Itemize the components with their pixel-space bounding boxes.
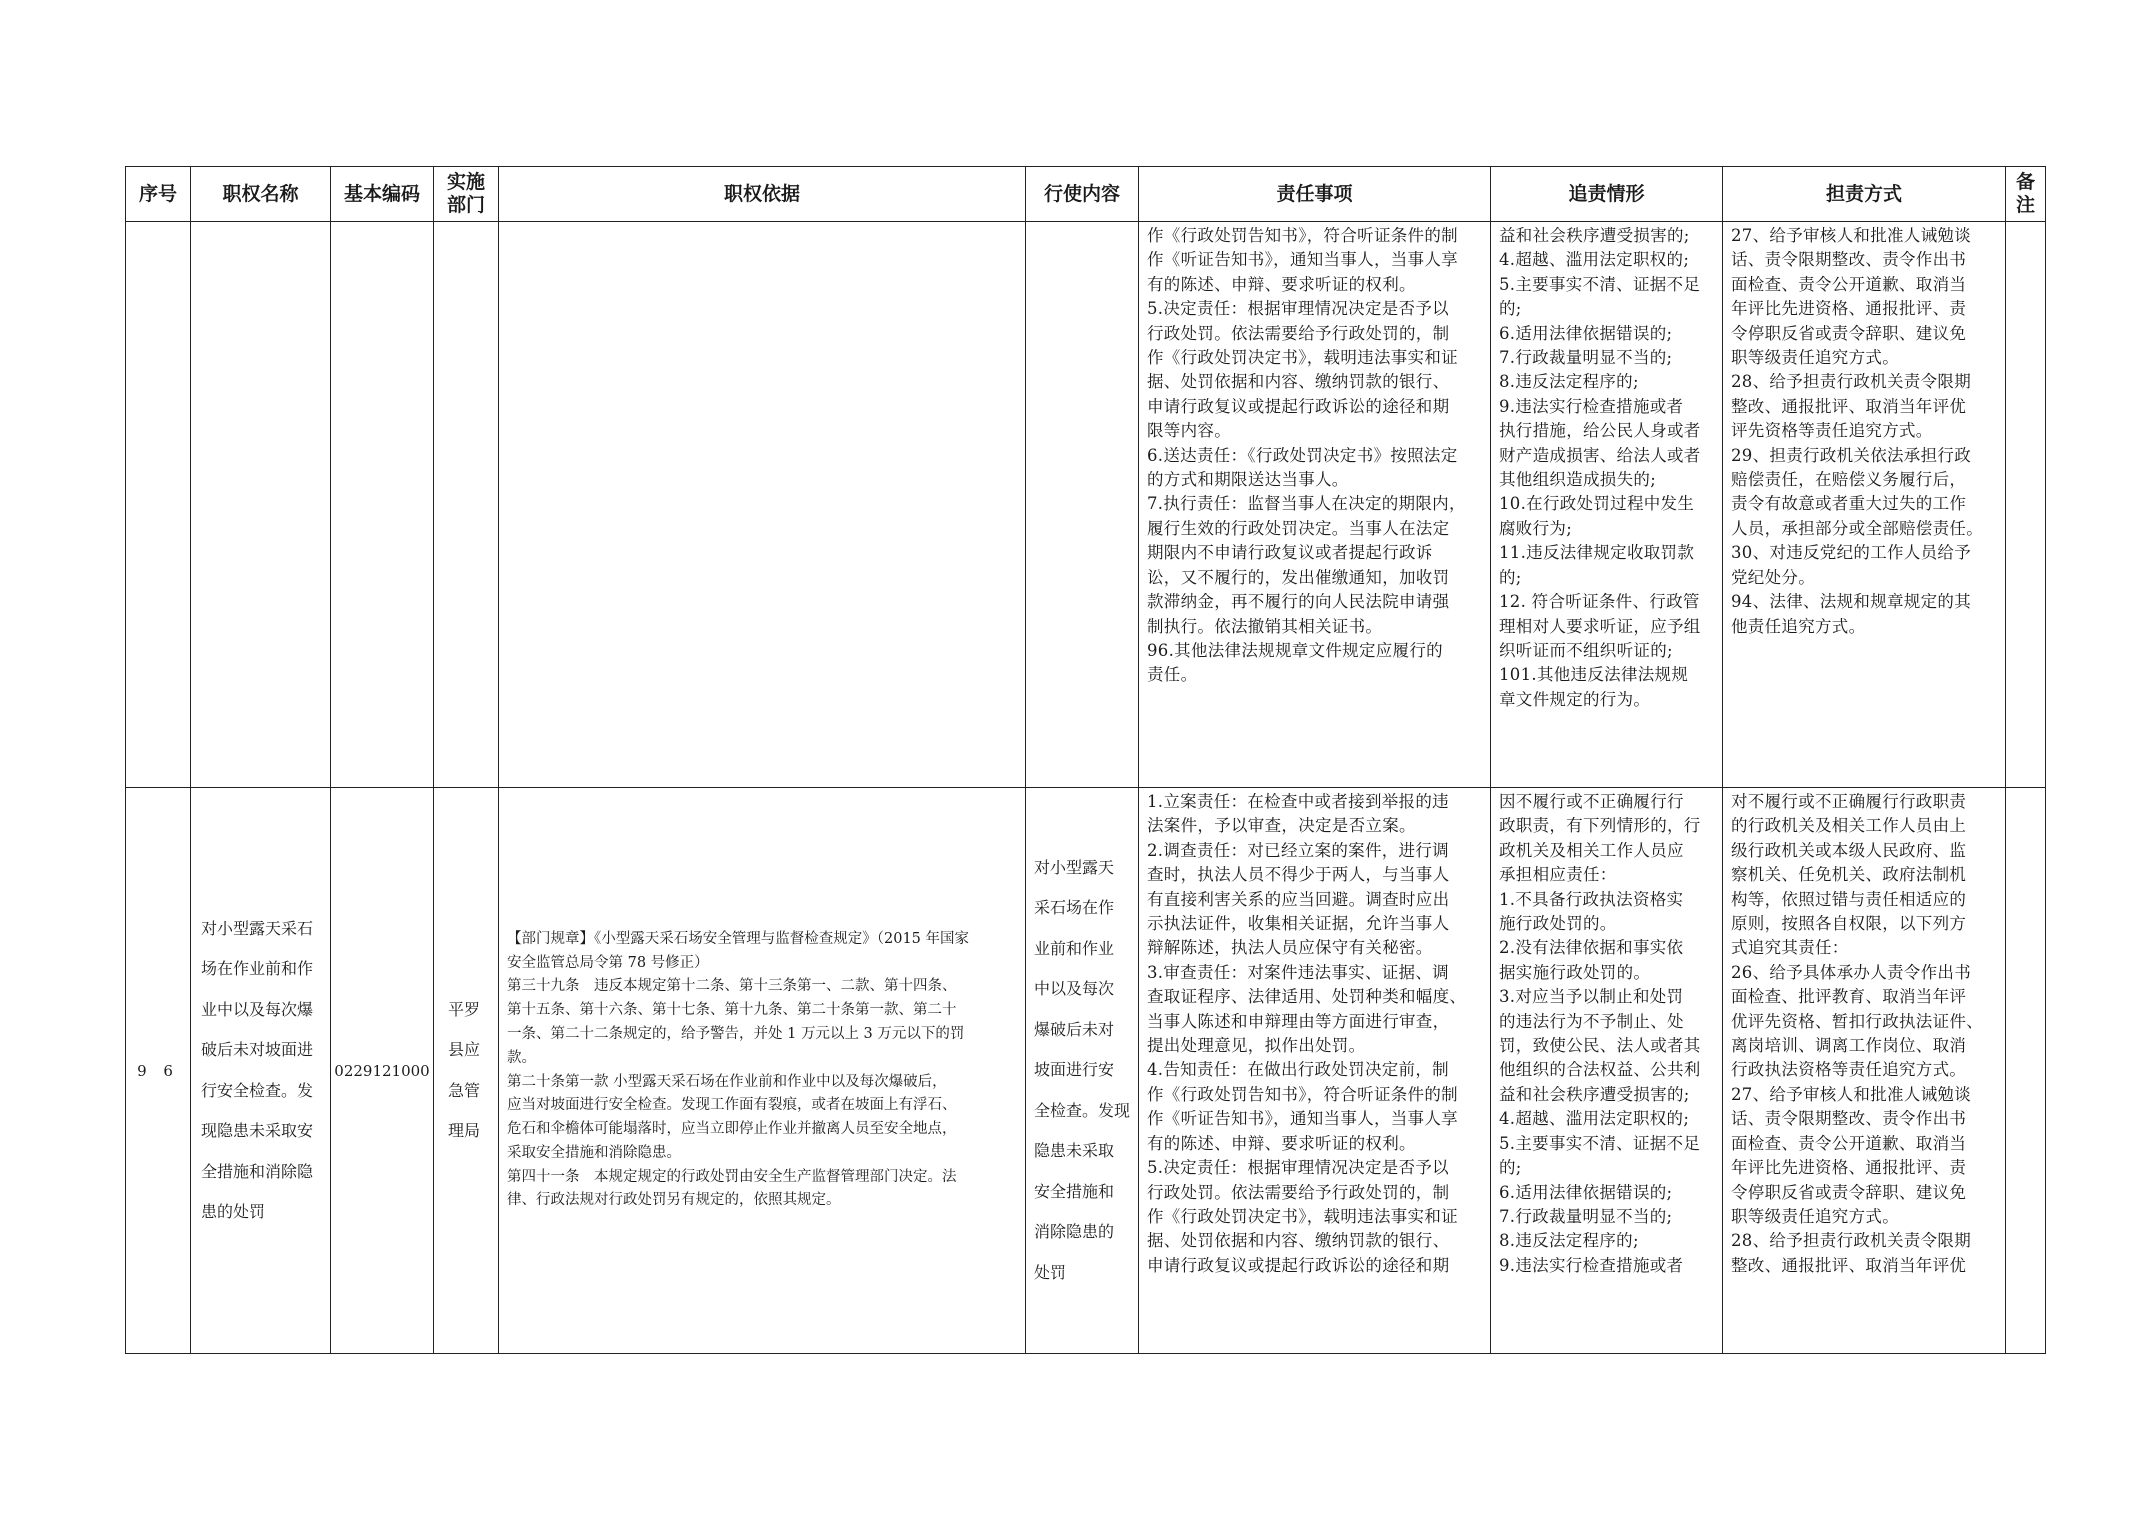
- duty-list-table: [125, 166, 2046, 1354]
- text-line: 行安全检查。发: [201, 1080, 314, 1100]
- row2-accountability-text: [1491, 788, 1722, 1353]
- text-line: 一条、第二十二条规定的，给予警告，并处 1 万元以上 3 万元以下的罚: [507, 1025, 965, 1042]
- header-accountability: 追责情形: [1491, 167, 1723, 222]
- row2-remark-cell: [2006, 788, 2046, 1354]
- text-line: 申请行政复议或提起行政诉讼的途径和期: [1147, 396, 1450, 416]
- row1-code-cell: [331, 222, 434, 788]
- text-line: 【部门规章】《小型露天采石场安全管理与监督检查规定》（2015 年国家: [507, 930, 970, 947]
- text-line: 28、给予担责行政机关责令限期: [1731, 1231, 1971, 1251]
- text-line: 3.审查责任：对案件违法事实、证据、调: [1147, 962, 1449, 982]
- text-line: 4.超越、滥用法定职权的;: [1499, 250, 1690, 270]
- text-line: 对小型露天采石: [201, 918, 314, 938]
- text-line: 消除隐患的: [1034, 1222, 1115, 1242]
- row2-basis-text: [499, 928, 1025, 1214]
- text-line: 评先资格等责任追究方式。: [1731, 421, 1933, 441]
- header-duties: 责任事项: [1139, 167, 1491, 222]
- text-line: 的;: [1499, 299, 1522, 319]
- text-line: 3.对应当予以制止和处罚: [1499, 987, 1684, 1007]
- row1-responsibility-text: [1723, 222, 2005, 787]
- row2-name-cell: [191, 788, 331, 1354]
- text-line: 101.其他违反法律法规规: [1499, 665, 1689, 685]
- header-exercise: 行使内容: [1026, 167, 1139, 222]
- header-remark-line2: 注: [2015, 194, 2035, 216]
- text-line: 令停职反省或责令辞职、建议免: [1731, 1182, 1967, 1202]
- text-line: 28、给予担责行政机关责令限期: [1731, 372, 1971, 392]
- text-line: 的违法行为不予制止、处: [1499, 1011, 1684, 1031]
- text-line: 27、给予审核人和批准人诫勉谈: [1731, 226, 1971, 245]
- row2-seq: 9 6: [137, 1061, 179, 1080]
- text-line: 8.违反法定程序的;: [1499, 372, 1639, 392]
- text-line: 申请行政复议或提起行政诉讼的途径和期: [1147, 1255, 1450, 1275]
- text-line: 察机关、任免机关、政府法制机: [1731, 865, 1967, 885]
- text-line: 承担相应责任：: [1499, 865, 1617, 885]
- text-line: 腐败行为;: [1499, 518, 1573, 538]
- text-line: 律、行政法规对行政处罚另有规定的，依照其规定。: [507, 1192, 841, 1209]
- text-line: 据、处罚依据和内容、缴纳罚款的银行、: [1147, 1231, 1450, 1251]
- text-line: 4.超越、滥用法定职权的;: [1499, 1109, 1690, 1129]
- text-line: 行政处罚。依法需要给予行政处罚的，制: [1147, 323, 1450, 343]
- text-line: 据实施行政处罚的。: [1499, 962, 1651, 982]
- header-seq: 序号: [126, 167, 191, 222]
- text-line: 2.没有法律依据和事实依: [1499, 938, 1684, 958]
- row1-basis-cell: [499, 222, 1026, 788]
- text-line: 责令有故意或者重大过失的工作: [1731, 494, 1967, 514]
- text-line: 作《听证告知书》，通知当事人，当事人享: [1147, 1109, 1458, 1129]
- row1-exercise-cell: [1026, 222, 1139, 788]
- text-line: 的行政机关及相关工作人员由上: [1731, 816, 1967, 836]
- text-line: 县应: [448, 1040, 481, 1059]
- text-line: 法案件，予以审查，决定是否立案。: [1147, 816, 1416, 836]
- row1-responsibility-cell: [1723, 222, 2006, 788]
- row2-seq-cell: [126, 788, 191, 1354]
- text-line: 作《行政处罚告知书》，符合听证条件的制: [1147, 226, 1458, 245]
- text-line: 构等，依照过错与责任相适应的: [1731, 889, 1967, 909]
- text-line: 他责任追究方式。: [1731, 616, 1866, 636]
- text-line: 益和社会秩序遭受损害的;: [1499, 1084, 1690, 1104]
- text-line: 提出处理意见，拟作出处罚。: [1147, 1036, 1366, 1056]
- text-line: 话、责令限期整改、责令作出书: [1731, 250, 1967, 270]
- text-line: 9.违法实行检查措施或者: [1499, 396, 1684, 416]
- header-name: 职权名称: [191, 167, 331, 222]
- text-line: 第四十一条 本规定规定的行政处罚由安全生产监督管理部门决定。法: [507, 1168, 957, 1185]
- text-line: 的;: [1499, 567, 1522, 587]
- row1-accountability-text: [1491, 222, 1722, 787]
- header-remark-line1: 备: [2015, 171, 2035, 193]
- header-basis: 职权依据: [499, 167, 1026, 222]
- text-line: 第二十条第一款 小型露天采石场在作业前和作业中以及每次爆破后，: [507, 1073, 947, 1090]
- text-line: 6.适用法律依据错误的;: [1499, 1182, 1673, 1202]
- table-row: [126, 222, 2046, 788]
- row2-responsibility-cell: [1723, 788, 2006, 1354]
- text-line: 面检查、责令公开道歉、取消当: [1731, 274, 1967, 294]
- text-line: 作《行政处罚决定书》，载明违法事实和证: [1147, 348, 1458, 368]
- text-line: 式追究其责任：: [1731, 938, 1849, 958]
- row1-remark-cell: [2006, 222, 2046, 788]
- text-line: 对小型露天: [1034, 857, 1115, 877]
- text-line: 12. 符合听证条件、行政管: [1499, 592, 1700, 612]
- text-line: 政职责，有下列情形的，行: [1499, 816, 1701, 836]
- text-line: 2.调查责任：对已经立案的案件，进行调: [1147, 840, 1449, 860]
- text-line: 1.立案责任：在检查中或者接到举报的违: [1147, 792, 1449, 811]
- text-line: 限等内容。: [1147, 421, 1231, 441]
- row2-basis-cell: [499, 788, 1026, 1354]
- text-line: 原则，按照各自权限，以下列方: [1731, 914, 1967, 934]
- text-line: 全检查。发现: [1034, 1100, 1131, 1120]
- text-line: 款滞纳金，再不履行的向人民法院申请强: [1147, 592, 1450, 612]
- row2-duties-text: [1139, 788, 1490, 1353]
- text-line: 当事人陈述和申辩理由等方面进行审查，: [1147, 1011, 1450, 1031]
- text-line: 安全措施和: [1034, 1181, 1115, 1201]
- text-line: 1.不具备行政执法资格实: [1499, 889, 1684, 909]
- text-line: 优评先资格、暂扣行政执法证件、: [1731, 1011, 1983, 1031]
- text-line: 中以及每次: [1034, 979, 1115, 999]
- text-line: 行政处罚。依法需要给予行政处罚的，制: [1147, 1182, 1450, 1202]
- text-line: 据、处罚依据和内容、缴纳罚款的银行、: [1147, 372, 1450, 392]
- text-line: 行政执法资格等责任追究方式。: [1731, 1060, 1967, 1080]
- text-line: 理相对人要求听证，应予组: [1499, 616, 1701, 636]
- text-line: 10.在行政处罚过程中发生: [1499, 494, 1695, 514]
- text-line: 7.行政裁量明显不当的;: [1499, 1206, 1673, 1226]
- row2-dept-text: [434, 998, 498, 1144]
- row1-duties-text: [1139, 222, 1490, 787]
- text-line: 现隐患未采取安: [201, 1121, 314, 1140]
- text-line: 30、对违反党纪的工作人员给予: [1731, 543, 1971, 563]
- header-responsibility: 担责方式: [1723, 167, 2006, 222]
- row1-dept-cell: [434, 222, 499, 788]
- text-line: 职等级责任追究方式。: [1731, 1206, 1899, 1226]
- row2-code-cell: [331, 788, 434, 1354]
- text-line: 理局: [448, 1121, 481, 1140]
- text-line: 的方式和期限送达当事人。: [1147, 470, 1349, 490]
- text-line: 安全监管总局令第 78 号修正）: [507, 954, 709, 971]
- text-line: 责任。: [1147, 665, 1198, 685]
- text-line: 平罗: [448, 999, 481, 1019]
- text-line: 处罚: [1034, 1262, 1067, 1282]
- text-line: 采石场在作: [1034, 898, 1115, 918]
- text-line: 采取安全措施和消除隐患。: [507, 1144, 681, 1161]
- text-line: 职等级责任追究方式。: [1731, 348, 1899, 368]
- row2-duties-cell: [1139, 788, 1491, 1354]
- text-line: 作《行政处罚告知书》，符合听证条件的制: [1147, 1084, 1458, 1104]
- text-line: 施行政处罚的。: [1499, 914, 1617, 934]
- text-line: 面检查、批评教育、取消当年评: [1731, 987, 1967, 1007]
- text-line: 益和社会秩序遭受损害的;: [1499, 226, 1690, 245]
- text-line: 有的陈述、申辩、要求听证的权利。: [1147, 1133, 1416, 1153]
- text-line: 期限内不申请行政复议或者提起行政诉: [1147, 543, 1433, 563]
- text-line: 辩解陈述，执法人员应保守有关秘密。: [1147, 938, 1433, 958]
- text-line: 业中以及每次爆: [201, 999, 314, 1019]
- header-dept: [434, 167, 499, 222]
- text-line: 6.适用法律依据错误的;: [1499, 323, 1673, 343]
- text-line: 5.主要事实不清、证据不足: [1499, 1133, 1701, 1153]
- text-line: 离岗培训、调离工作岗位、取消: [1731, 1036, 1967, 1056]
- row2-name-text: [191, 917, 330, 1225]
- text-line: 场在作业前和作: [201, 959, 314, 978]
- text-line: 年评比先进资格、通报批评、责: [1731, 299, 1967, 319]
- text-line: 政机关及相关工作人员应: [1499, 840, 1684, 860]
- row1-seq-cell: [126, 222, 191, 788]
- text-line: 7.执行责任：监督当事人在决定的期限内，: [1147, 494, 1466, 514]
- text-line: 危石和伞檐体可能塌落时，应当立即停止作业并撤离人员至安全地点，: [507, 1121, 957, 1138]
- text-line: 8.违反法定程序的;: [1499, 1231, 1639, 1251]
- row1-duties-cell: [1139, 222, 1491, 788]
- text-line: 作《行政处罚决定书》，载明违法事实和证: [1147, 1206, 1458, 1226]
- text-line: 4.告知责任：在做出行政处罚决定前，制: [1147, 1060, 1449, 1080]
- row2-responsibility-text: [1723, 788, 2005, 1353]
- header-code: 基本编码: [331, 167, 434, 222]
- text-line: 爆破后未对: [1034, 1019, 1115, 1039]
- row2-accountability-cell: [1491, 788, 1723, 1354]
- row2-exercise-cell: [1026, 788, 1139, 1354]
- text-line: 26、给予具体承办人责令作出书: [1731, 962, 1971, 982]
- text-line: 有直接利害关系的应当回避。调查时应出: [1147, 889, 1450, 909]
- text-line: 27、给予审核人和批准人诫勉谈: [1731, 1084, 1971, 1104]
- header-remark: [2006, 167, 2046, 222]
- text-line: 破后未对坡面进: [201, 1040, 314, 1059]
- text-line: 他组织的合法权益、公共利: [1499, 1060, 1701, 1080]
- text-line: 令停职反省或责令辞职、建议免: [1731, 323, 1967, 343]
- text-line: 全措施和消除隐: [201, 1161, 314, 1181]
- text-line: 5.主要事实不清、证据不足: [1499, 274, 1701, 294]
- text-line: 面检查、责令公开道歉、取消当: [1731, 1133, 1967, 1153]
- row2-dept-cell: [434, 788, 499, 1354]
- text-line: 整改、通报批评、取消当年评优: [1731, 396, 1967, 416]
- text-line: 年评比先进资格、通报批评、责: [1731, 1158, 1967, 1178]
- header-dept-line2: 部门: [446, 194, 485, 216]
- text-line: 11.违反法律规定收取罚款: [1499, 543, 1695, 563]
- text-line: 罚，致使公民、法人或者其: [1499, 1036, 1701, 1056]
- text-line: 示执法证件，收集相关证据，允许当事人: [1147, 914, 1450, 934]
- text-line: 对不履行或不正确履行行政职责: [1731, 792, 1967, 811]
- text-line: 的;: [1499, 1158, 1522, 1178]
- text-line: 5.决定责任：根据审理情况决定是否予以: [1147, 299, 1449, 319]
- text-line: 业前和作业: [1034, 938, 1115, 958]
- header-dept-line1: 实施: [446, 171, 485, 193]
- text-line: 履行生效的行政处罚决定。当事人在法定: [1147, 518, 1450, 538]
- text-line: 5.决定责任：根据审理情况决定是否予以: [1147, 1158, 1449, 1178]
- text-line: 话、责令限期整改、责令作出书: [1731, 1109, 1967, 1129]
- text-line: 整改、通报批评、取消当年评优: [1731, 1255, 1967, 1275]
- text-line: 6.送达责任：《行政处罚决定书》按照法定: [1147, 445, 1458, 465]
- table-row: [126, 788, 2046, 1354]
- row1-name-cell: [191, 222, 331, 788]
- header-row: [126, 167, 2046, 222]
- text-line: 94、法律、法规和规章规定的其: [1731, 592, 1971, 612]
- row2-code: 0229121000: [334, 1061, 430, 1080]
- text-line: 党纪处分。: [1731, 567, 1815, 587]
- text-line: 急管: [448, 1080, 481, 1100]
- text-line: 坡面进行安: [1034, 1060, 1115, 1080]
- text-line: 执行措施，给公民人身或者: [1499, 421, 1701, 441]
- text-line: 财产造成损害、给法人或者: [1499, 445, 1701, 465]
- text-line: 查时，执法人员不得少于两人，与当事人: [1147, 865, 1450, 885]
- text-line: 隐患未采取: [1034, 1141, 1115, 1161]
- row2-exercise-text: [1026, 856, 1138, 1286]
- text-line: 赔偿责任，在赔偿义务履行后，: [1731, 470, 1967, 490]
- text-line: 作《听证告知书》，通知当事人，当事人享: [1147, 250, 1458, 270]
- text-line: 级行政机关或本级人民政府、监: [1731, 840, 1967, 860]
- text-line: 第十五条、第十六条、第十七条、第十九条、第二十条第一款、第二十: [507, 1002, 957, 1019]
- text-line: 讼，又不履行的，发出催缴通知，加收罚: [1147, 567, 1450, 587]
- text-line: 章文件规定的行为。: [1499, 689, 1651, 709]
- row1-accountability-cell: [1491, 222, 1723, 788]
- text-line: 应当对坡面进行安全检查。发现工作面有裂痕，或者在坡面上有浮石、: [507, 1097, 957, 1114]
- text-line: 其他组织造成损失的;: [1499, 470, 1657, 490]
- text-line: 96.其他法律法规规章文件规定应履行的: [1147, 640, 1443, 660]
- text-line: 人员，承担部分或全部赔偿责任。: [1731, 518, 1983, 538]
- text-line: 第三十九条 违反本规定第十二条、第十三条第一、二款、第十四条、: [507, 978, 957, 995]
- text-line: 有的陈述、申辩、要求听证的权利。: [1147, 274, 1416, 294]
- text-line: 制执行。依法撤销其相关证书。: [1147, 616, 1383, 636]
- text-line: 款。: [507, 1049, 536, 1066]
- text-line: 织听证而不组织听证的;: [1499, 640, 1673, 660]
- text-line: 因不履行或不正确履行行: [1499, 792, 1684, 811]
- text-line: 患的处罚: [201, 1202, 266, 1221]
- text-line: 7.行政裁量明显不当的;: [1499, 348, 1673, 368]
- text-line: 查取证程序、法律适用、处罚种类和幅度、: [1147, 987, 1467, 1007]
- text-line: 29、担责行政机关依法承担行政: [1731, 445, 1971, 465]
- text-line: 9.违法实行检查措施或者: [1499, 1255, 1684, 1275]
